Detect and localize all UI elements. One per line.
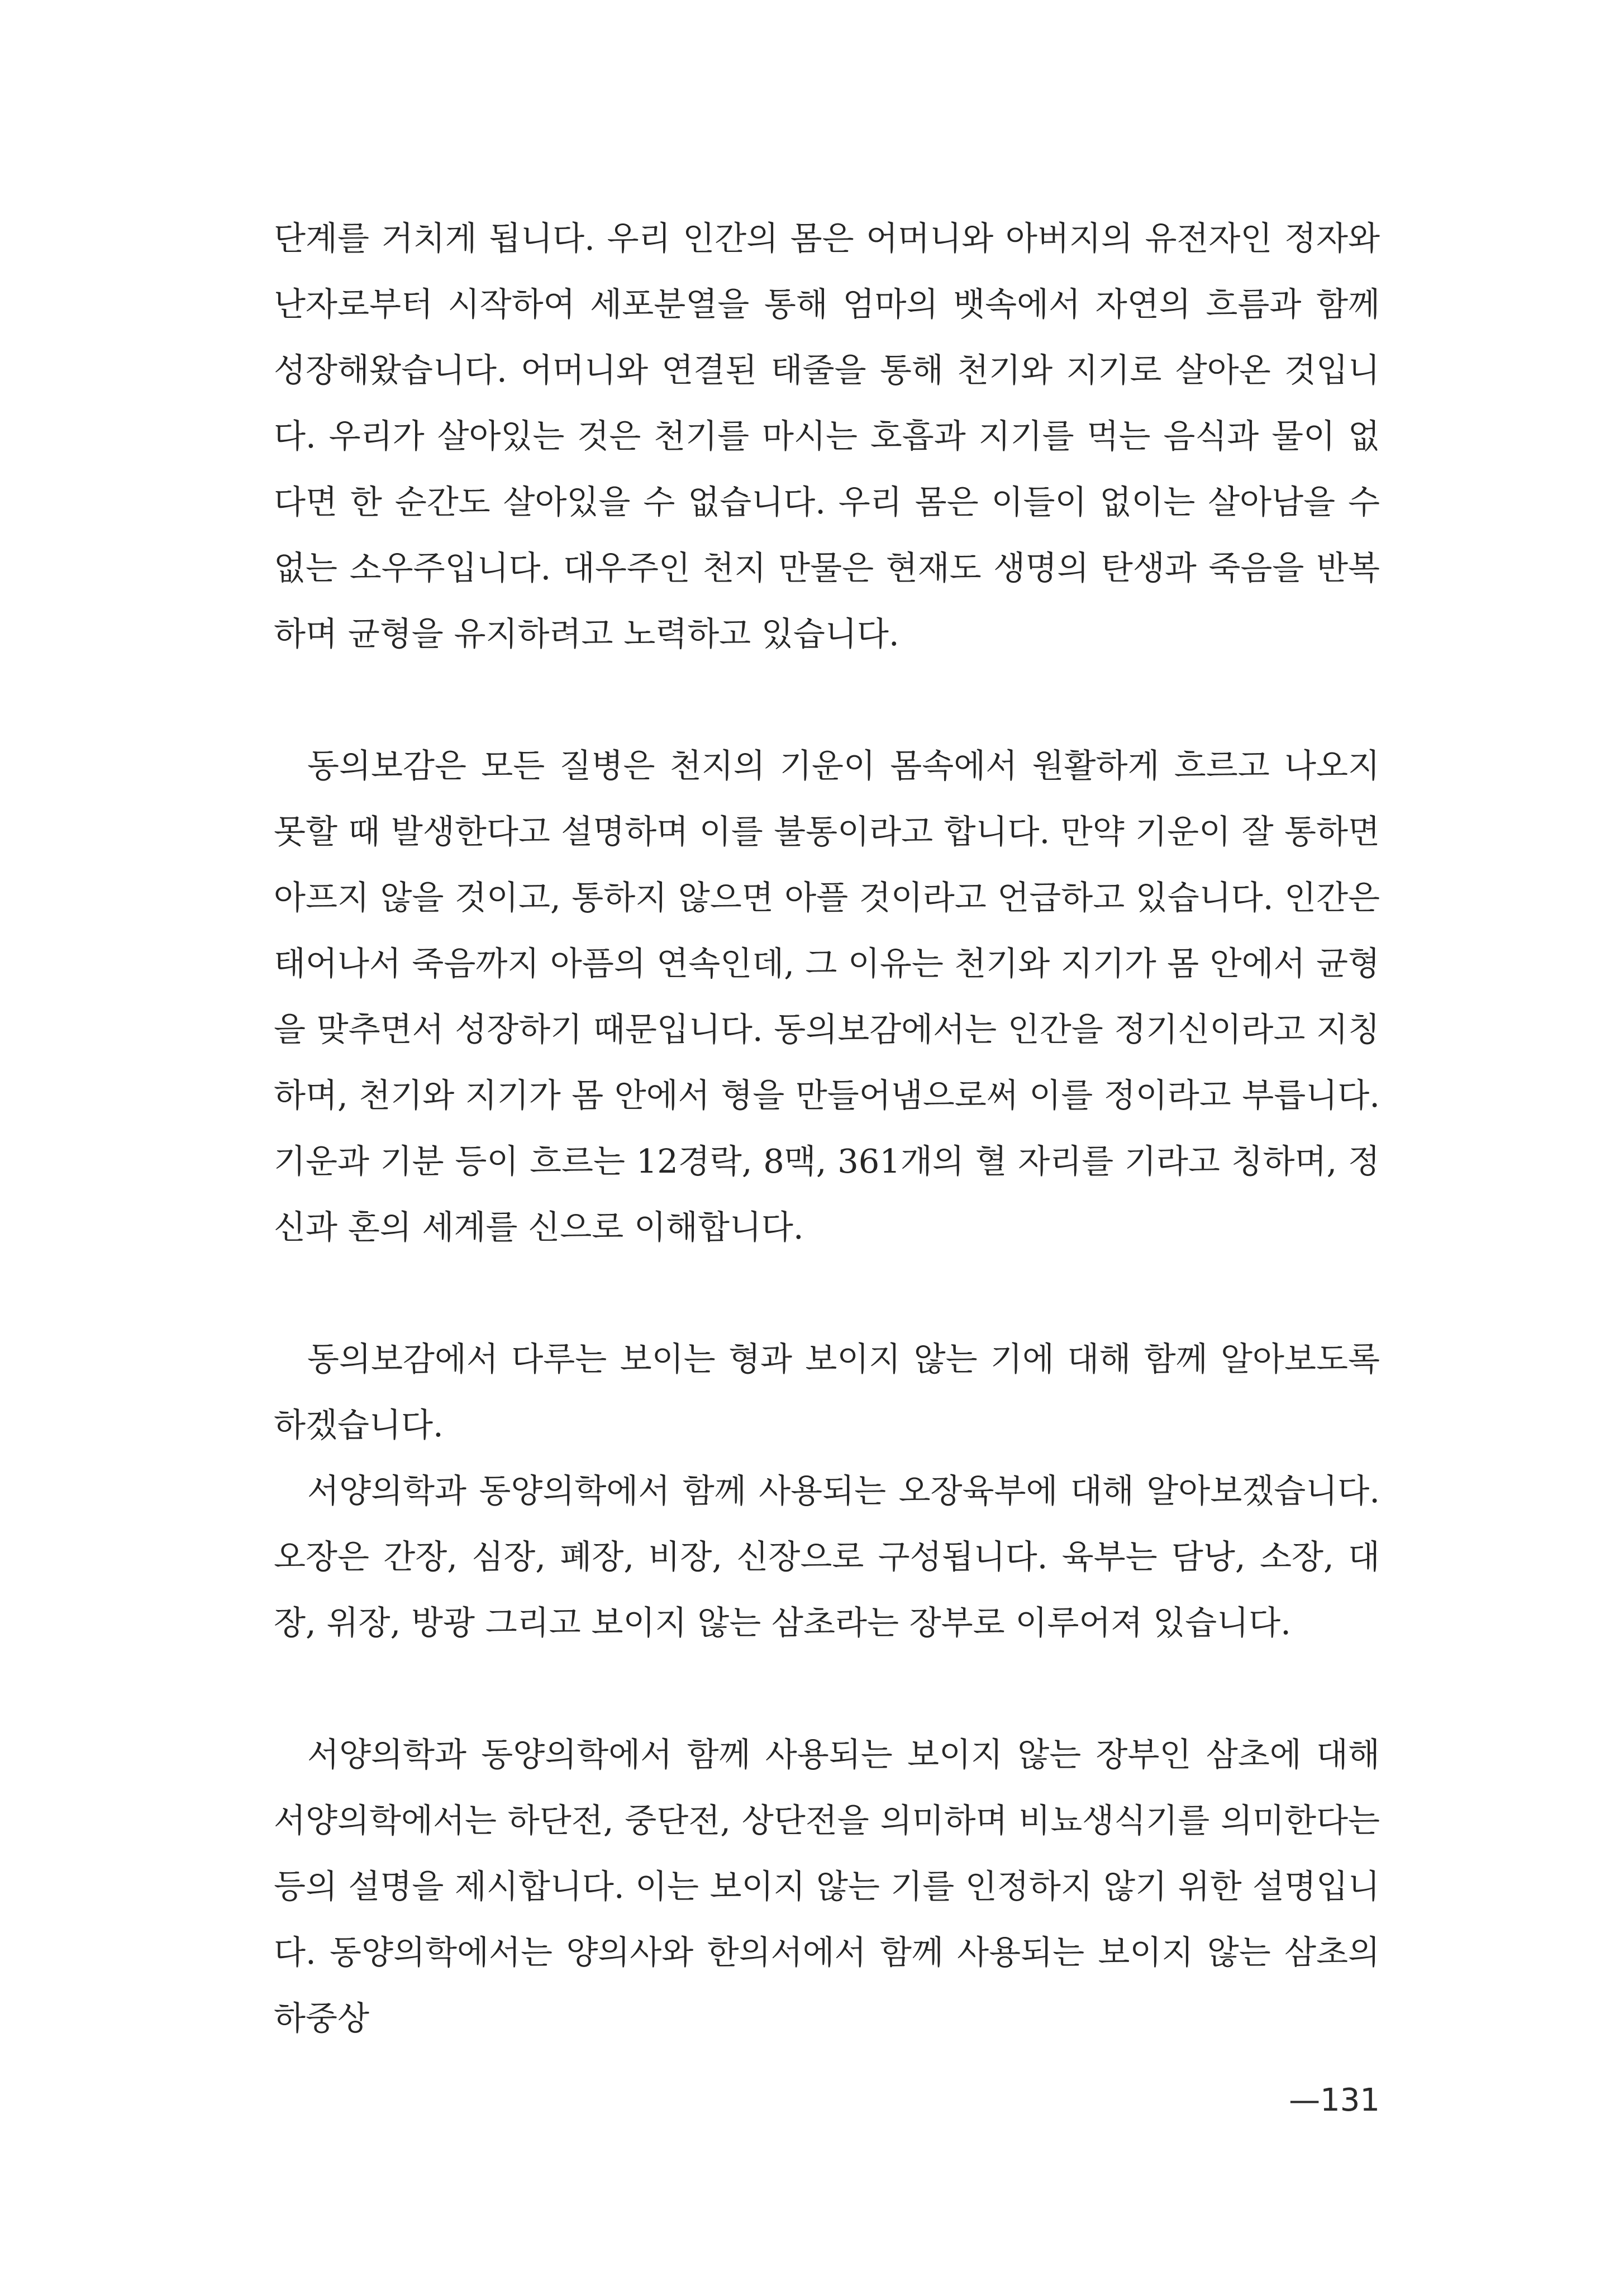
paragraph-gap [274,1656,1380,1722]
page-number: —131 [1289,2082,1380,2118]
paragraph-gap [274,667,1380,733]
paragraph-5: 서양의학과 동양의학에서 함께 사용되는 보이지 않는 장부인 삼초에 대해 서양의학에서는 하단전, 중단전, 상단전을 의미하며 비뇨생식기를 의미한다는 등의 설명을 제시합니다. 이는 보이지 않는 기를 인정하지 않기 위한 설명입니다. 동양의학에서는 양의사와 한의서에서 함께 사용되는 보이지 않는 삼초의 하중상 [274,1735,1380,2037]
paragraph-gap [274,1260,1380,1326]
paragraph-1: 단계를 거치게 됩니다. 우리 인간의 몸은 어머니와 아버지의 유전자인 정자와 난자로부터 시작하여 세포분열을 통해 엄마의 뱃속에서 자연의 흐름과 함께 성장해왔습니다. 어머니와 연결된 태줄을 통해 천기와 지기로 살아온 것입니다. 우리가 살아있는 것은 천기를 마시는 호흡과 지기를 먹는 음식과 물이 없다면 한 순간도 살아있을 수 없습니다. 우리 몸은 이들이 없이는 살아남을 수 없는 소우주입니다. 대우주인 천지 만물은 현재도 생명의 탄생과 죽음을 반복하며 균형을 유지하려고 노력하고 있습니다. [274,219,1380,653]
paragraph-4: 서양의학과 동양의학에서 함께 사용되는 오장육부에 대해 알아보겠습니다. 오장은 간장, 심장, 폐장, 비장, 신장으로 구성됩니다. 육부는 담낭, 소장, 대장, 위장, 방광 그리고 보이지 않는 삼초라는 장부로 이루어져 있습니다. [274,1472,1380,1642]
body-text [274,206,1380,2051]
paragraph-2: 동의보감은 모든 질병은 천지의 기운이 몸속에서 원활하게 흐르고 나오지 못할 때 발생한다고 설명하며 이를 불통이라고 합니다. 만약 기운이 잘 통하면 아프지 않을 것이고, 통하지 않으면 아플 것이라고 언급하고 있습니다. 인간은 태어나서 죽음까지 아픔의 연속인데, 그 이유는 천기와 지기가 몸 안에서 균형을 맞추면서 성장하기 때문입니다. 동의보감에서는 인간을 정기신이라고 지칭하며, 천기와 지기가 몸 안에서 형을 만들어냄으로써 이를 정이라고 부릅니다. 기운과 기분 등이 흐르는 12경락, 8맥, 361개의 혈 자리를 기라고 칭하며, 정신과 혼의 세계를 신으로 이해합니다. [274,746,1380,1246]
paragraph-3: 동의보감에서 다루는 보이는 형과 보이지 않는 기에 대해 함께 알아보도록 하겠습니다. [274,1340,1380,1444]
